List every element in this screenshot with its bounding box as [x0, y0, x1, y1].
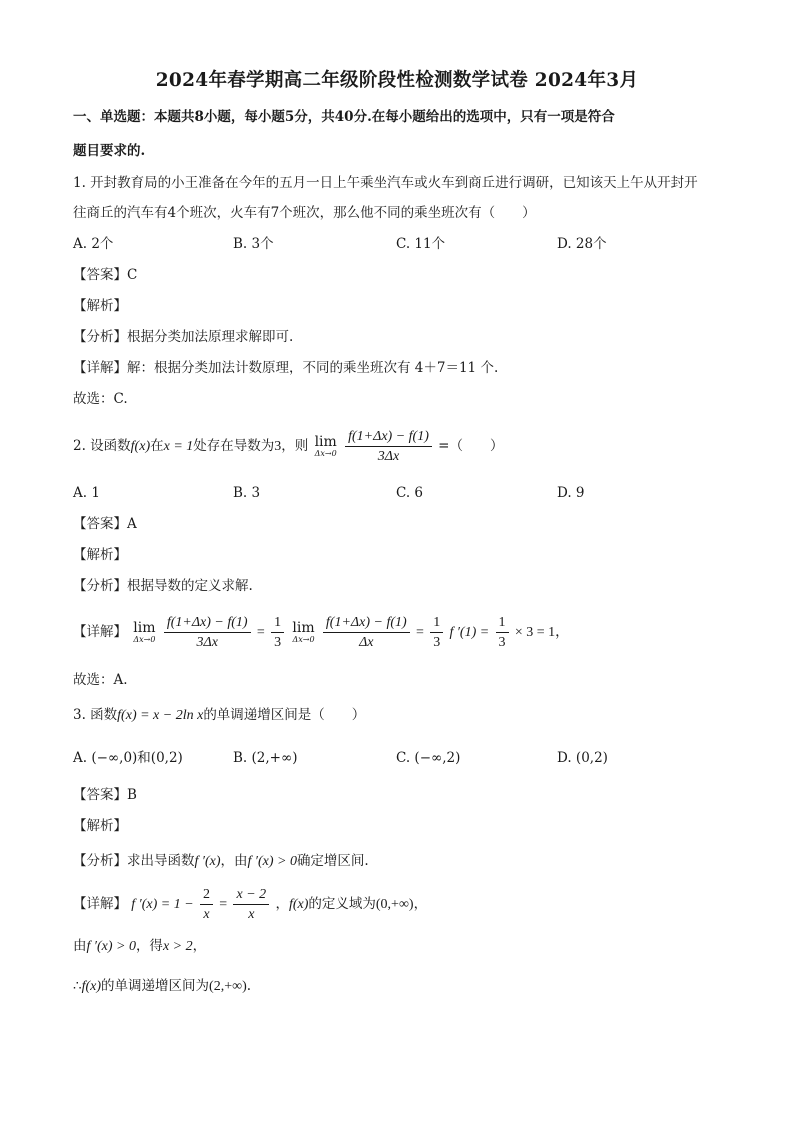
q3-option-d: D. (0,2) — [557, 750, 608, 766]
q3-line2-text-b: ，得 — [135, 938, 163, 954]
answer-label: 【答案】 — [73, 267, 127, 283]
q1-choose — [73, 390, 128, 408]
q3-answer — [73, 786, 137, 804]
q2-stem — [73, 424, 503, 469]
q2-detail-tail: × 3 = 1， — [514, 625, 570, 640]
detail-label: 【详解】 — [73, 896, 127, 912]
section-heading-line2: 题目要求的. — [73, 143, 146, 159]
q3-detail-frac-1 — [200, 886, 213, 923]
choose-label: 故选： — [73, 672, 114, 688]
q2-detail-frac-2 — [323, 614, 410, 651]
q3-stem-function: f(x) = x − 2ln x — [117, 708, 204, 723]
q3-detail-comma: ， — [275, 896, 289, 912]
q2-limit-lim: lim — [314, 434, 337, 450]
q3-detail-line3 — [73, 977, 251, 996]
q3-line3-fx: f(x) — [81, 979, 102, 994]
answer-label: 【答案】 — [73, 787, 127, 803]
q3-detail-fprime: f ′(x) = 1 − — [131, 897, 194, 912]
q1-option-c: C. 11个 — [396, 236, 446, 252]
q1-answer — [73, 266, 137, 284]
q2-option-d: D. 9 — [557, 485, 585, 501]
answer-label: 【答案】 — [73, 516, 127, 532]
q2-detail-coef-3-den: 3 — [498, 635, 506, 650]
q2-analysis-label: 【解析】 — [73, 547, 127, 563]
q3-fenxi-text-a: 求出导函数 — [127, 853, 195, 869]
section-heading-line1: 一、单选题：本题共8小题，每小题5分，共40分.在每小题给出的选项中，只有一项是符合 — [73, 109, 615, 125]
q2-stem-3: 3 — [274, 439, 282, 454]
q3-detail-end: ， — [413, 896, 428, 912]
detail-label: 【详解】 — [73, 624, 127, 640]
q2-choose-value: A. — [113, 672, 128, 688]
q3-line2-end: ， — [192, 938, 207, 954]
q2-detail-coef-1-num: 1 — [271, 614, 284, 633]
q3-detail-frac-1-den: x — [203, 907, 210, 922]
q3-detail-line2 — [73, 937, 206, 956]
q3-detail-eq: = — [219, 897, 228, 912]
q3-fenxi-text-b: ，由 — [220, 853, 248, 869]
q2-detail-fprime: f ′(1) = — [449, 625, 490, 640]
q2-stem-text-e: =（ ） — [438, 438, 504, 454]
q2-stem-text-b: 在 — [150, 438, 164, 454]
q2-detail-frac-1 — [164, 614, 251, 651]
q3-detail — [73, 882, 427, 927]
q3-fenxi — [73, 852, 369, 871]
q1-detail-text: 解：根据分类加法计数原理，不同的乘坐班次有 4＋7＝11 个. — [127, 360, 499, 376]
q1-analysis-label: 【解析】 — [73, 298, 127, 314]
q2-stem-text-c: 处存在导数为 — [193, 438, 275, 454]
q3-detail-frac-2 — [233, 886, 269, 923]
q2-option-a: A. 1 — [73, 485, 100, 501]
q3-detail-fx: f(x) — [288, 897, 309, 912]
q2-detail-coef-3 — [496, 614, 509, 651]
fenxi-label: 【分析】 — [73, 578, 127, 594]
q2-limit — [315, 435, 337, 458]
q3-line2-result: x > 2 — [162, 939, 193, 954]
q2-option-c: C. 6 — [396, 485, 424, 501]
q2-detail-frac-1-num: f(1+Δx) − f(1) — [164, 614, 251, 633]
choose-label: 故选： — [73, 391, 114, 407]
q2-detail-limit-2-sub: Δx→0 — [292, 635, 315, 644]
q3-stem-text-a: 3. 函数 — [73, 707, 118, 723]
detail-label: 【详解】 — [73, 360, 127, 376]
q3-option-c: C. (−∞,2) — [396, 750, 461, 766]
q3-fenxi-inequality: f ′(x) > 0 — [247, 854, 297, 869]
q2-detail-limit-1-lim: lim — [133, 620, 156, 636]
q2-detail-limit-2-lim: lim — [292, 620, 315, 636]
q3-line3-therefore: ∴ — [73, 978, 82, 994]
q3-stem — [73, 706, 365, 725]
q2-stem-x1: x = 1 — [163, 439, 194, 454]
page-title: 2024年春学期高二年级阶段性检测数学试卷 2024年3月 — [155, 70, 639, 91]
q2-detail-limit-2 — [292, 621, 314, 644]
q1-fenxi — [73, 328, 293, 346]
q3-fenxi-fprime: f ′(x) — [194, 854, 221, 869]
fenxi-label: 【分析】 — [73, 329, 127, 345]
q2-detail-limit-1-sub: Δx→0 — [133, 635, 156, 644]
q2-fraction-den: 3Δx — [377, 449, 400, 464]
q3-stem-text-b: 的单调递增区间是（ ） — [203, 707, 366, 723]
q3-answer-value: B — [127, 787, 137, 803]
q3-detail-frac-2-den: x — [248, 907, 255, 922]
q3-line2-text-a: 由 — [73, 938, 87, 954]
q2-detail-eq-2: = — [415, 625, 424, 640]
q3-line3-text: 的单调递增区间为 — [101, 978, 210, 994]
q1-answer-value: C — [127, 267, 138, 283]
q2-detail-coef-1-den: 3 — [274, 635, 282, 650]
q3-line3-end: . — [246, 978, 252, 994]
q2-choose — [73, 671, 128, 689]
q3-fenxi-text-c: 确定增区间. — [296, 853, 369, 869]
q2-fenxi — [73, 577, 253, 595]
q2-fraction-num: f(1+Δx) − f(1) — [345, 428, 432, 447]
q2-stem-text-a: 2. 设函数 — [73, 438, 131, 454]
q1-option-d: D. 28个 — [557, 236, 607, 252]
q2-detail-frac-1-den: 3Δx — [196, 635, 218, 650]
q1-option-a: A. 2个 — [73, 236, 114, 252]
q2-detail-coef-1 — [271, 614, 284, 651]
q3-analysis-label: 【解析】 — [73, 818, 127, 834]
q1-fenxi-text: 根据分类加法原理求解即可. — [127, 329, 294, 345]
q2-detail-coef-2-den: 3 — [433, 635, 441, 650]
q2-detail-frac-2-num: f(1+Δx) − f(1) — [323, 614, 410, 633]
q2-fenxi-text: 根据导数的定义求解. — [127, 578, 253, 594]
q3-detail-domain-text: 的定义域为 — [308, 896, 376, 912]
q2-limit-sub: Δx→0 — [314, 449, 337, 458]
q3-detail-frac-1-num: 2 — [200, 886, 213, 905]
q2-answer-value: A — [127, 516, 137, 532]
q3-detail-frac-2-num: x − 2 — [233, 886, 269, 905]
q3-line2-inequality: f ′(x) > 0 — [86, 939, 136, 954]
q2-detail-coef-3-num: 1 — [496, 614, 509, 633]
q3-option-b: B. (2,+∞) — [233, 750, 298, 766]
q1-detail — [73, 359, 498, 377]
q1-stem-line1: 1. 开封教育局的小王准备在今年的五月一日上午乘坐汽车或火车到商丘进行调研，已知该天上午从开封开 — [73, 175, 698, 191]
q2-fraction — [345, 428, 432, 465]
q2-detail-coef-2-num: 1 — [430, 614, 443, 633]
q1-choose-value: C. — [113, 391, 128, 407]
fenxi-label: 【分析】 — [73, 853, 127, 869]
q1-option-b: B. 3个 — [233, 236, 274, 252]
q2-stem-fx: f(x) — [130, 439, 151, 454]
q2-detail-eq-1: = — [256, 625, 265, 640]
q2-stem-text-d: ，则 — [281, 438, 309, 454]
q3-detail-domain-interval: (0,+∞) — [375, 897, 414, 912]
q3-line3-interval: (2,+∞) — [209, 979, 247, 994]
q2-detail-frac-2-den: Δx — [359, 635, 374, 650]
q2-detail-limit-1 — [133, 621, 155, 644]
q2-answer — [73, 515, 137, 533]
q2-detail — [73, 610, 569, 655]
q2-detail-coef-2 — [430, 614, 443, 651]
q3-option-a: A. (−∞,0)和(0,2) — [73, 750, 183, 766]
q2-option-b: B. 3 — [233, 485, 261, 501]
q1-stem-line2: 往商丘的汽车有4个班次，火车有7个班次，那么他不同的乘坐班次有（ ） — [73, 205, 536, 221]
